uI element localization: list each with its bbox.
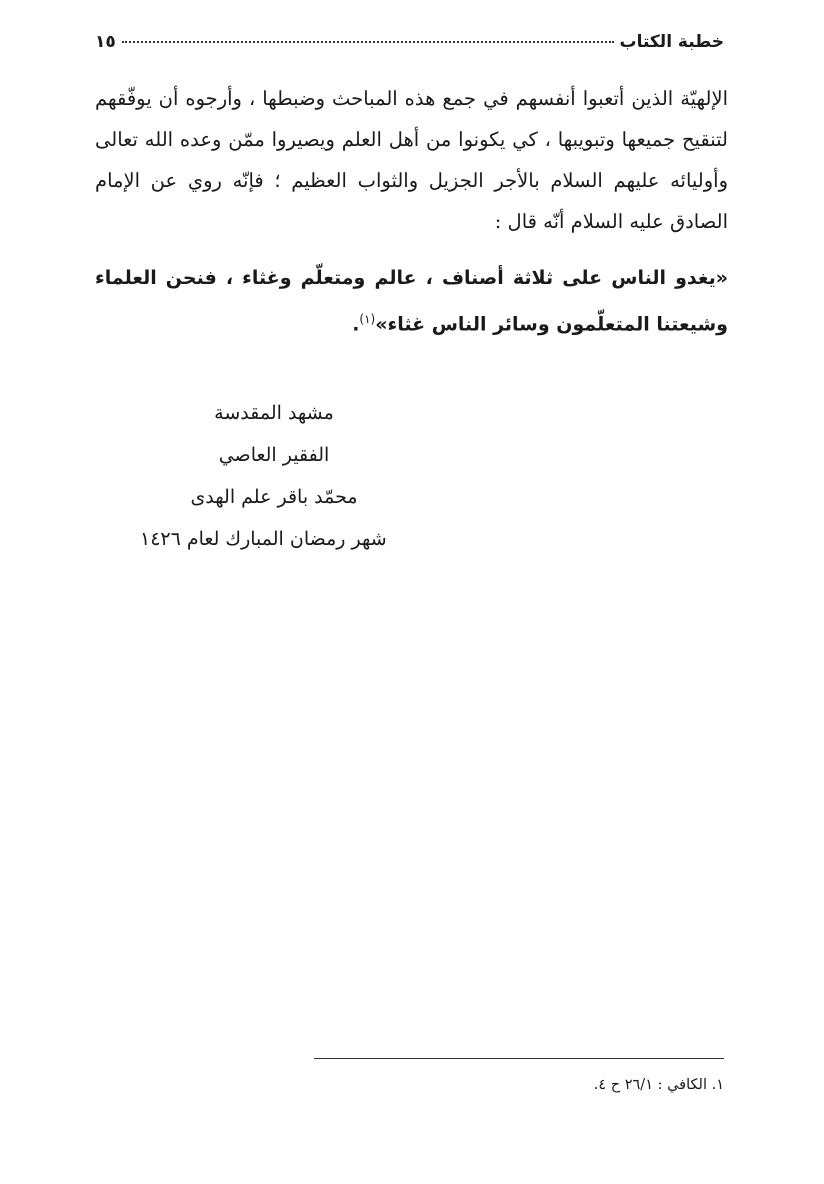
hadith-text: «يغدو الناس على ثلاثة أصناف ، عالم ومتعلّم وغثاء ، فنحن العلماء وشيعتنا المتعلّمون وسائر الناس غثاء» [95, 267, 728, 336]
signature-block [140, 392, 404, 560]
footnote-divider [314, 1058, 724, 1059]
signature-place: مشهد المقدسة [214, 402, 334, 424]
signature-date: شهر رمضان المبارك لعام ١٤٢٦ [140, 528, 387, 550]
footnote-reference[interactable]: (١) [359, 312, 376, 326]
footnote-1: ١. الكافي : ٢٦/١ ح ٤. [593, 1077, 724, 1093]
signature-epithet: الفقير العاصي [218, 444, 330, 466]
body-paragraph: الإلهيّة الذين أتعبوا أنفسهم في جمع هذه المباحث وضبطها ، وأرجوه أن يوفّقهم لتنقيح جميعها وتبويبها ، كي يكونوا من أهل العلم ويصيروا ممّن وعده الله تعالى وأوليائه عليهم السلام بالأجر الجزيل والثواب العظيم ؛ فإنّه روي عن الإمام الصادق عليه السلام أنّه قال : [95, 87, 728, 233]
page-number: ١٥ [95, 32, 116, 52]
signature-author: محمّد باقر علم الهدى [190, 486, 358, 508]
header-title: خطبة الكتاب [619, 32, 724, 52]
running-header [95, 32, 724, 60]
dot-leader [122, 41, 614, 43]
hadith-trailing-period: . [352, 313, 360, 336]
hadith-quote [95, 258, 728, 345]
